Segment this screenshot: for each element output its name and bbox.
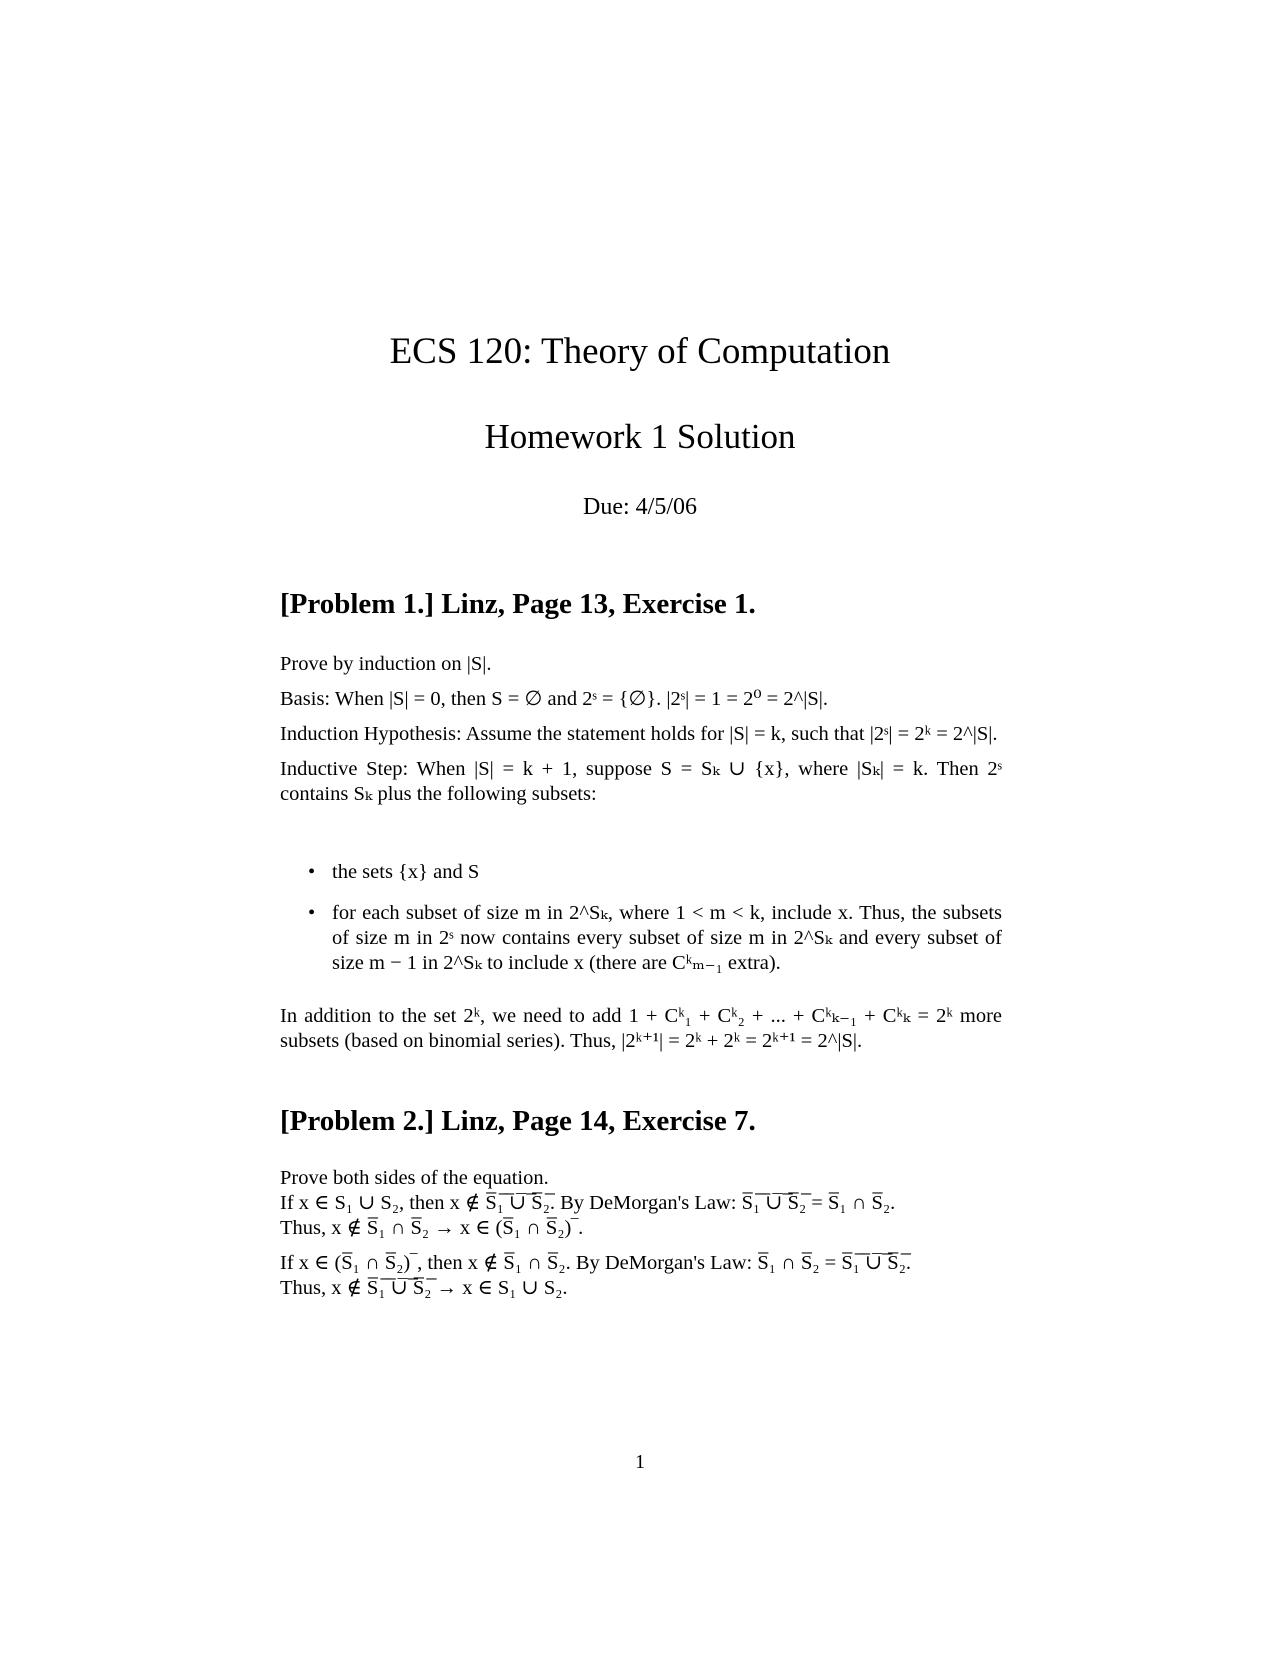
problem-2-heading: [Problem 2.] Linz, Page 14, Exercise 7.	[280, 1105, 756, 1137]
document-subtitle: Homework 1 Solution	[484, 417, 796, 456]
problem-1-bullet-list	[308, 860, 1002, 992]
problem-1-basis: Basis: When |S| = 0, then S = ∅ and 2ˢ = {∅}. |2ˢ| = 1 = 2⁰ = 2^|S|.	[280, 688, 828, 710]
problem-2-line-2: Thus, x ∉ S̅₁ ∩ S̅₂ → x ∈ (S̅₁ ∩ S̅₂)‾.	[280, 1217, 584, 1239]
document-title: ECS 120: Theory of Computation	[389, 331, 891, 372]
due-date: Due: 4/5/06	[583, 494, 697, 520]
problem-2-body	[280, 1166, 1002, 1301]
problem-1-heading: [Problem 1.] Linz, Page 13, Exercise 1.	[280, 588, 756, 620]
problem-2-line-1: If x ∈ S₁ ∪ S₂, then x ∉ S̅₁̅ ̅∪̅ ̅S̅₂̅. By DeMorgan's Law: S̅₁̅ ̅∪̅ ̅S̅₂̅ = S̅₁ ∩ S̅₂.	[280, 1192, 896, 1214]
problem-2-line-3: If x ∈ (S̅₁ ∩ S̅₂)‾, then x ∉ S̅₁ ∩ S̅₂. By DeMorgan's Law: S̅₁ ∩ S̅₂ = S̅₁̅ ̅∪̅ ̅S̅₂̅.	[280, 1252, 911, 1274]
bullet-text: for each subset of size m in 2^Sₖ, where 1 < m < k, include x. Thus, the subsets of size m in 2ˢ now contains every subset of size m in 2^Sₖ and every subset of size m − 1 in 2^Sₖ to include x (there are Cᵏₘ₋₁ extra).	[332, 902, 1002, 974]
problem-2-line-4: Thus, x ∉ S̅₁̅ ̅∪̅ ̅S̅₂̅ → x ∈ S₁ ∪ S₂.	[280, 1277, 568, 1299]
problem-1-inductive-step: Inductive Step: When |S| = k + 1, suppose S = Sₖ ∪ {x}, where |Sₖ| = k. Then 2ˢ contains Sₖ plus the following subsets:	[280, 758, 1002, 805]
problem-1-hypothesis: Induction Hypothesis: Assume the statement holds for |S| = k, such that |2ˢ| = 2ᵏ = 2^|S|.	[280, 723, 998, 745]
bullet-text: the sets {x} and S	[332, 861, 480, 883]
bullet-icon: •	[308, 902, 316, 924]
list-item	[308, 901, 1002, 976]
bullet-icon: •	[308, 861, 316, 883]
problem-2-intro: Prove both sides of the equation.	[280, 1167, 549, 1189]
page-number: 1	[635, 1451, 645, 1473]
list-item	[308, 860, 1002, 885]
problem-1-conclusion: In addition to the set 2ᵏ, we need to add 1 + Cᵏ₁ + Cᵏ₂ + ... + Cᵏₖ₋₁ + Cᵏₖ = 2ᵏ more subsets (based on binomial series). Thus, |2ᵏ⁺¹| = 2ᵏ + 2ᵏ = 2ᵏ⁺¹ = 2^|S|.	[280, 1005, 1002, 1052]
problem-1-body	[280, 652, 1002, 817]
problem-1-intro: Prove by induction on |S|.	[280, 653, 492, 675]
